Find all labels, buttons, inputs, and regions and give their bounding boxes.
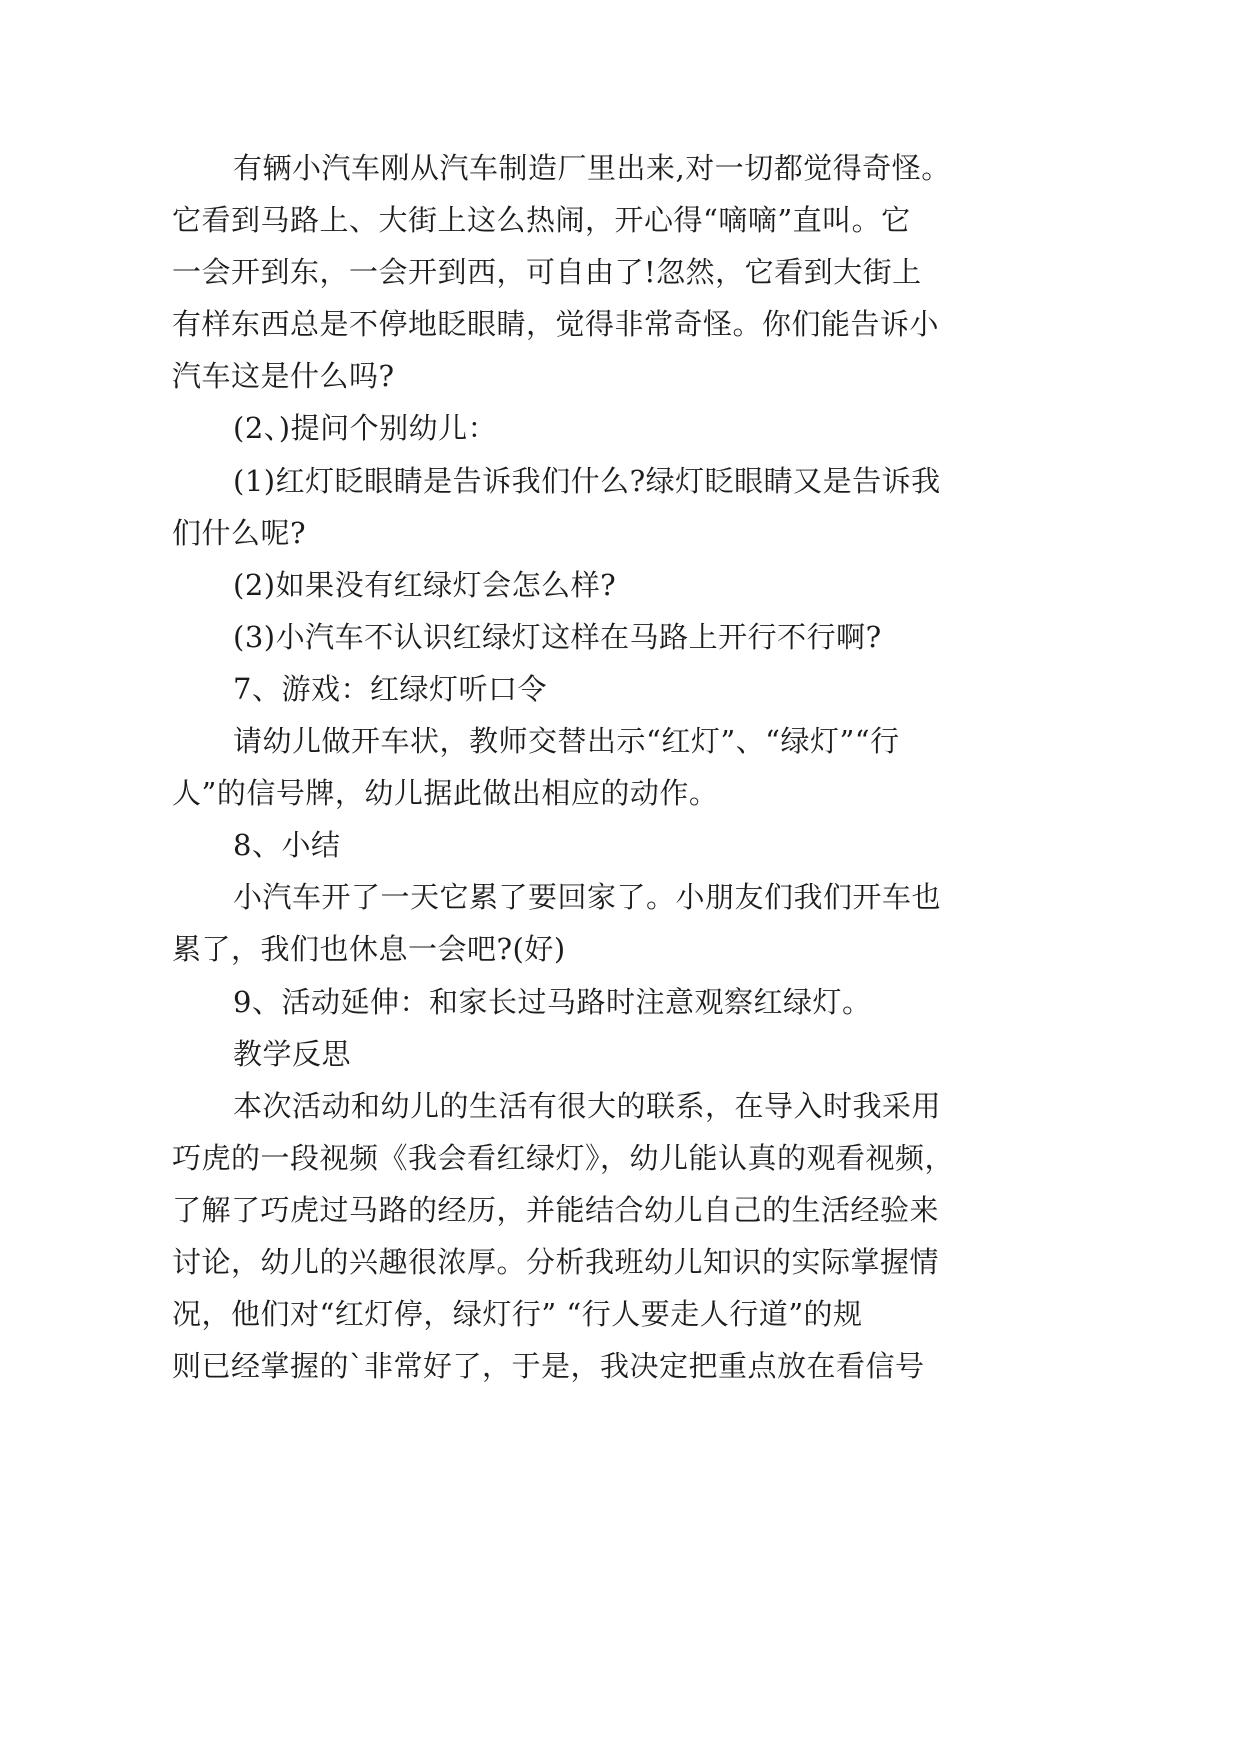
paragraph — [172, 559, 1172, 611]
text-line: 有样东西总是不停地眨眼睛，觉得非常奇怪。你们能告诉小 — [172, 307, 940, 342]
text-line: 有辆小汽车刚从汽车制造厂里出来,对一切都觉得奇怪。 — [233, 151, 951, 185]
text-line: 累了，我们也休息一会吧?(好) — [172, 932, 566, 967]
text-line: (2、)提问个别幼儿： — [233, 411, 498, 446]
text-line: 7、游戏：红绿灯听口令 — [233, 671, 547, 706]
paragraph — [172, 455, 1172, 559]
text-line: 小汽车开了一天它累了要回家了。小朋友们我们开车也 — [233, 880, 942, 915]
section-heading — [172, 819, 1172, 871]
paragraph — [172, 1080, 1172, 1393]
body-text — [172, 142, 1172, 1392]
text-line: 人”的信号牌，幼儿据此做出相应的动作。 — [172, 776, 719, 811]
text-line: 们什么呢? — [172, 515, 307, 550]
text-line: 一会开到东，一会开到西，可自由了!忽然，它看到大街上 — [172, 255, 922, 290]
text-line: 况，他们对“红灯停，绿灯行” “行人要走人行道”的规 — [172, 1297, 863, 1332]
paragraph — [172, 402, 1172, 454]
section-heading — [172, 1028, 1172, 1080]
text-line: 巧虎的一段视频《我会看红绿灯》，幼儿能认真的观看视频， — [172, 1140, 955, 1175]
paragraph — [172, 715, 1172, 819]
text-line: 本次活动和幼儿的生活有很大的联系，在导入时我采用 — [233, 1088, 942, 1123]
text-line: 汽车这是什么吗? — [172, 359, 395, 394]
text-line: 教学反思 — [233, 1036, 352, 1071]
text-line: 了解了巧虎过马路的经历，并能结合幼儿自己的生活经验来 — [172, 1192, 940, 1227]
text-line: 则已经掌握的`非常好了，于是，我决定把重点放在看信号 — [172, 1349, 925, 1384]
text-line: 它看到马路上、大街上这么热闹，开心得“嘀嘀”直叫。它 — [172, 203, 911, 238]
text-line: (3)小汽车不认识红绿灯这样在马路上开行不行啊? — [233, 619, 882, 654]
section-heading — [172, 663, 1172, 715]
text-line: 讨论，幼儿的兴趣很浓厚。分析我班幼儿知识的实际掌握情 — [172, 1244, 940, 1279]
paragraph — [172, 611, 1172, 663]
paragraph — [172, 142, 1172, 402]
text-line: (1)红灯眨眼睛是告诉我们什么?绿灯眨眼睛又是告诉我 — [233, 463, 941, 498]
text-line: 9、活动延伸：和家长过马路时注意观察红绿灯。 — [233, 984, 872, 1019]
paragraph — [172, 871, 1172, 975]
text-line: 请幼儿做开车状，教师交替出示“红灯”、“绿灯”“行 — [233, 724, 900, 759]
section-heading — [172, 976, 1172, 1028]
text-line: (2)如果没有红绿灯会怎么样? — [233, 567, 617, 602]
text-line: 8、小结 — [233, 828, 341, 863]
